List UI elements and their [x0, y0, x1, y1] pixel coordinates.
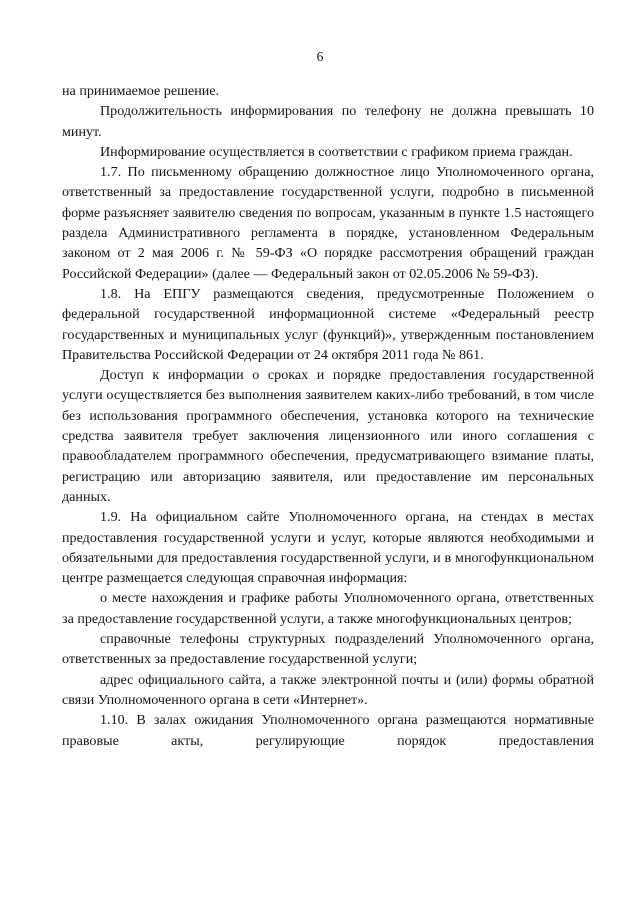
paragraph: Информирование осуществляется в соответствии с графиком приема граждан. [100, 143, 573, 160]
list-item: справочные телефоны структурных подразделений Уполномоченного органа, ответственных за предоставление государственной услуги; [62, 631, 594, 668]
paragraph-section-1-7: 1.7. По письменному обращению должностное лицо Уполномоченного органа, ответственный за предоставление государственной услуги, подробно в письменной форме разъясняет заявителю сведения по вопросам, указанным в пункте 1.5 настоящего раздела Административного регламента в порядке, установленном Федеральным законом от 2 мая 2006 г. № 59-ФЗ «О порядке рассмотрения обращений граждан Российской Федерации» (далее — Федеральный закон от 02.05.2006 № 59-ФЗ). [62, 164, 594, 282]
paragraph-section-1-10: 1.10. В залах ожидания Уполномоченного органа размещаются нормативные правовые акты, регулирующие порядок предоставления [62, 712, 594, 749]
paragraph-section-1-9: 1.9. На официальном сайте Уполномоченного органа, на стендах в местах предоставления государственной услуги и услуг, которые являются необходимыми и обязательными для предоставления государственной услуги, и в многофункциональном центре размещается следующая справочная информация: [62, 509, 594, 587]
list-item: адрес официального сайта, а также электронной почты и (или) формы обратной связи Уполномоченного органа в сети «Интернет». [62, 671, 594, 708]
list-item: о месте нахождения и графике работы Уполномоченного органа, ответственных за предоставление государственной услуги, а также многофункциональных центров; [62, 590, 594, 627]
paragraph: Доступ к информации о сроках и порядке предоставления государственной услуги осуществляется без выполнения заявителем каких-либо требований, в том числе без использования программного обеспечения, установка которого на технические средства заявителя требует заключения лицензионного или иного соглашения с правообладателем программного обеспечения, предусматривающего взимание платы, регистрацию или авторизацию заявителя, или предоставление им персональных данных. [62, 367, 594, 505]
page-number: 6 [316, 49, 324, 64]
paragraph: на принимаемое решение. [62, 83, 220, 99]
paragraph-section-1-8: 1.8. На ЕПГУ размещаются сведения, предусмотренные Положением о федеральной государственной информационной системе «Федеральный реестр государственных и муниципальных услуг (функций)», утвержденным постановлением Правительства Российской Федерации от 24 октября 2011 года № 861. [62, 285, 594, 363]
document-body [62, 81, 594, 751]
paragraph: Продолжительность информирования по телефону не должна превышать 10 минут. [62, 103, 594, 140]
